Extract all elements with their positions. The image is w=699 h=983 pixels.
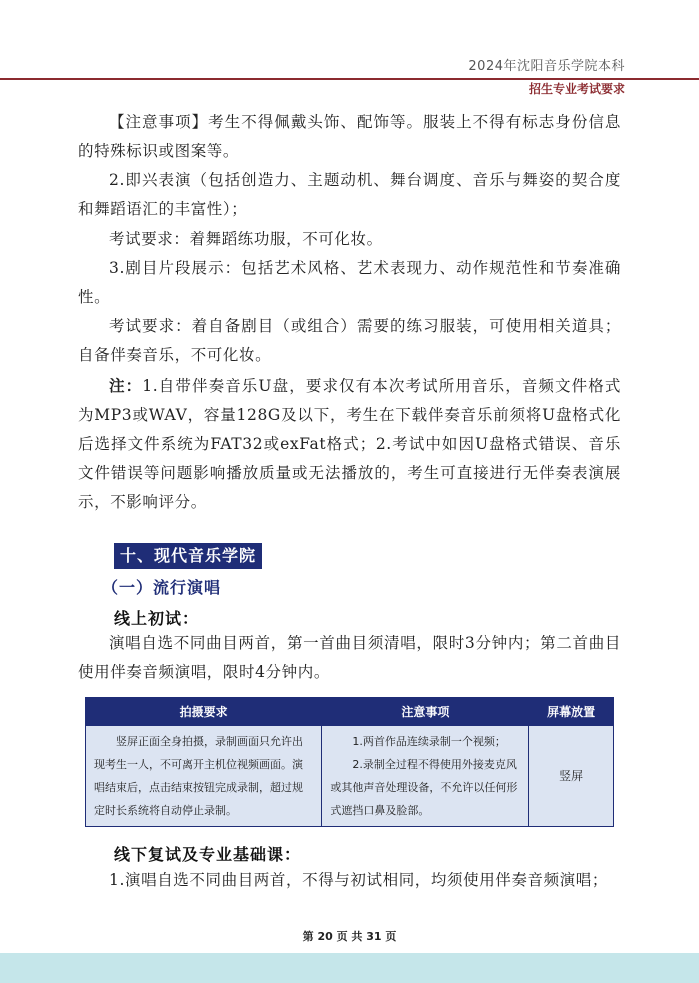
- table-cell-shooting: 竖屏正面全身拍摄，录制画面只允许出现考生一人，不可离开主机位视频画面。演唱结束后，点击结束按钮完成录制，超过规定时长系统将自动停止录制。: [86, 726, 322, 827]
- note-text: 1.自带伴奏音乐U盘，要求仅有本次考试所用音乐，音频文件格式为MP3或WAV，容量128G及以下，考生在下载伴奏音乐前须将U盘格式化后选择文件系统为FAT32或exFat格式；2.考试中如因U盘格式错误、音乐文件错误等问题影响播放质量或无法播放的，考生可直接进行无伴奏表演展示，不影响评分。: [78, 377, 621, 511]
- paragraph-notice: 【注意事项】考生不得佩戴头饰、配饰等。服装上不得有标志身份信息的特殊标识或图案等。: [78, 113, 621, 160]
- table-header-screen: 屏幕放置: [529, 698, 614, 726]
- paragraph-improvisation: 2.即兴表演（包括创造力、主题动机、舞台调度、音乐与舞姿的契合度和舞蹈语汇的丰富性）；: [78, 171, 621, 218]
- table-row: [86, 726, 614, 827]
- offline-text: 1.演唱自选不同曲目两首，不得与初试相同，均须使用伴奏音频演唱；: [109, 871, 608, 889]
- header-title: 2024年沈阳音乐学院本科: [468, 59, 625, 74]
- paragraph-exam-req-1: 考试要求：着舞蹈练功服，不可化妆。: [109, 230, 383, 248]
- online-text: 演唱自选不同曲目两首，第一首曲目须清唱，限时3分钟内；第二首曲目使用伴奏音频演唱，限时4分钟内。: [78, 634, 621, 681]
- table-cell-notes: [322, 726, 529, 827]
- online-heading: 线上初试：: [114, 609, 200, 628]
- table-header-notes: 注意事项: [322, 698, 529, 726]
- offline-heading: 线下复试及专业基础课：: [114, 845, 302, 864]
- paragraph-exam-req-2: 考试要求：着自备剧目（或组合）需要的练习服装，可使用相关道具；自备伴奏音乐，不可化妆。: [78, 317, 621, 364]
- header-subtitle: 招生专业考试要求: [528, 82, 625, 96]
- table-note-2: 2.录制全过程不得使用外接麦克风或其他声音处理设备，不允许以任何形式遮挡口鼻及脸部。: [330, 758, 518, 817]
- note-label: 注：: [109, 376, 143, 395]
- table-note-1: 1.两首作品连续录制一个视频；: [352, 735, 506, 748]
- subsection-title: （一）流行演唱: [102, 578, 222, 597]
- table-header-row: [86, 698, 614, 726]
- page-number: 第 20 页 共 31 页: [302, 930, 397, 943]
- table-cell-screen: 竖屏: [529, 726, 614, 827]
- table-header-shooting: 拍摄要求: [86, 698, 322, 726]
- section-title: 十、现代音乐学院: [114, 543, 262, 569]
- requirements-table: [85, 697, 614, 827]
- footer-band: [0, 953, 699, 983]
- paragraph-note: [78, 371, 621, 517]
- paragraph-repertoire: 3.剧目片段展示：包括艺术风格、艺术表现力、动作规范性和节奏准确性。: [78, 259, 621, 306]
